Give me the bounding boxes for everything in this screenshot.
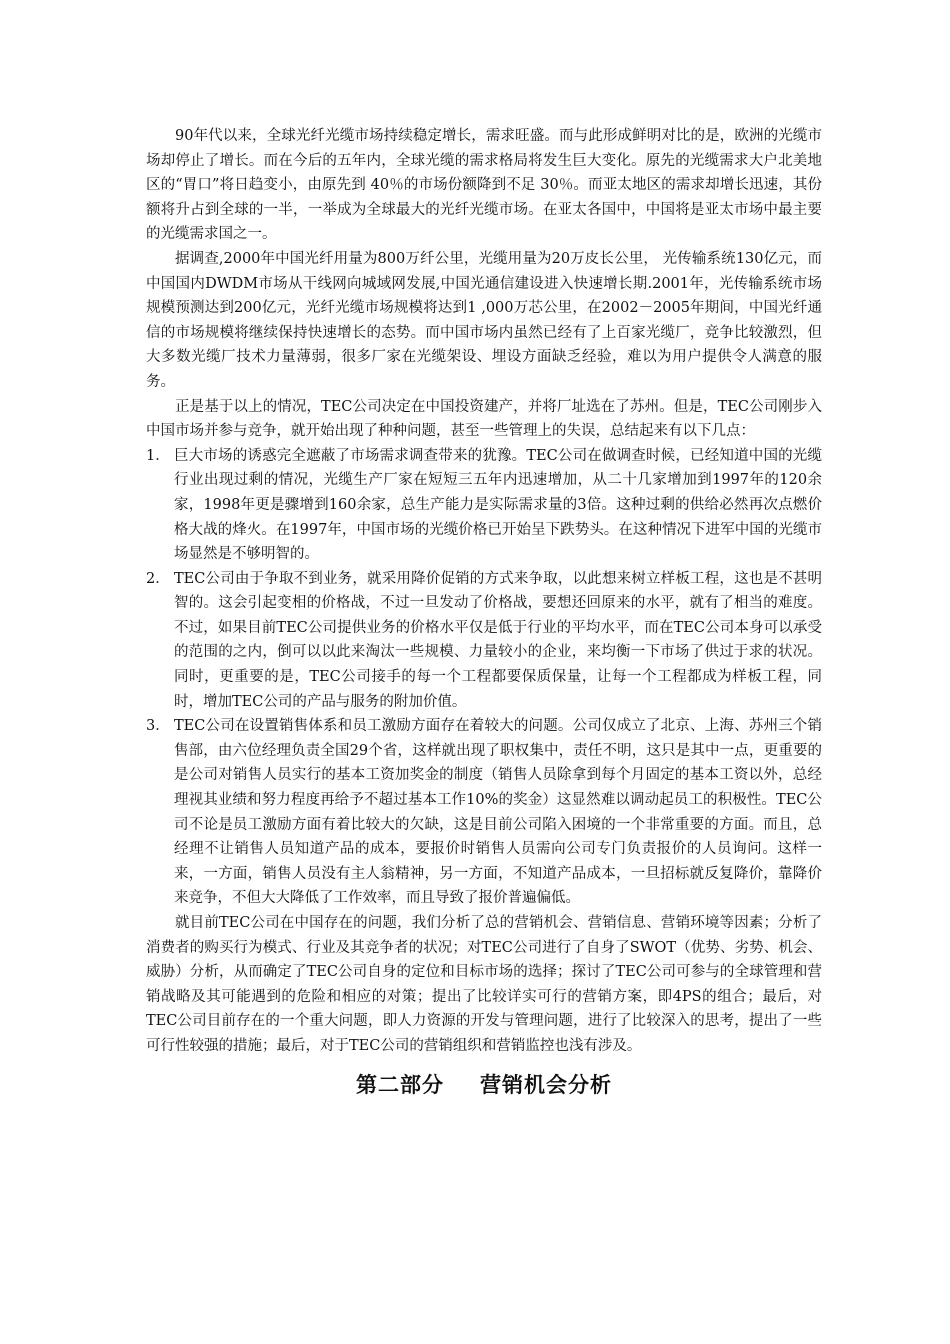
list-item-text: TEC公司在设置销售体系和员工激励方面存在着较大的问题。公司仅成立了北京、上海、苏州三个销售部，由六位经理负责全国29个省，这样就出现了职权集中，责任不明，这只是其中一点，更重要的是公司对销售人员实行的基本工资加奖金的制度（销售人员除拿到每个月固定的基本工资以外，总经理视其业绩和努力程度再给予不超过基本工作10%的奖金）这显然难以调动起员工的积极性。TEC公司不论是员工激励方面有着比较大的欠缺，这是目前公司陷入困境的一个非常重要的方面。而且，总经理不让销售人员知道产品的成本，要报价时销售人员需向公司专门负责报价的人员询问。这样一来，一方面，销售人员没有主人翁精神，另一方面，不知道产品成本，一旦招标就反复降价，靠降价来竞争，不但大大降低了工作效率，而且导致了报价普遍偏低。 — [174, 718, 822, 907]
list-item-number: 1． — [146, 447, 170, 464]
paragraph-china-market: 据调查,2000年中国光纤用量为800万纤公里，光缆用量为20万皮长公里， 光传输系统130亿元，而中国国内DWDM市场从干线网向城域网发展,中国光通信建设进入快速增长期.2001年，光传输系统市场规模预测达到200亿元，光纤光缆市场规模将达到1 ,000万芯公里，在2002－2005年期间，中国光纤通信的市场规模将继续保持快速增长的态势。而中国市场内虽然已经有了上百家光缆厂，竞争比较激烈，但大多数光缆厂技术力量薄弱，很多厂家在光缆架设、埋设方面缺乏经验，难以为用户提供令人满意的服务。 — [146, 250, 822, 390]
paragraph-tec-background: 正是基于以上的情况，TEC公司决定在中国投资建产，并将厂址选在了苏州。但是，TEC公司刚步入中国市场并参与竞争，就开始出现了种种问题，甚至一些管理上的失误，总结起来有以下几点： — [146, 398, 822, 440]
problem-list — [146, 444, 822, 911]
list-item — [146, 444, 822, 567]
list-item — [146, 714, 822, 911]
list-item-text: TEC公司由于争取不到业务，就采用降价促销的方式来争取，以此想来树立样板工程，这也是不甚明智的。这会引起变相的价格战，不过一旦发动了价格战，要想还回原来的水平，就有了相当的难度。不过，如果目前TEC公司提供业务的价格水平仅是低于行业的平均水平，而在TEC公司本身可以承受的范围的之内，倒可以以此来淘汰一些规模、力量较小的企业，来均衡一下市场了供过于求的状况。同时，更重要的是，TEC公司接手的每一个工程都要保质保量，让每一个工程都成为样板工程，同时，增加TEC公司的产品与服务的附加价值。 — [174, 570, 822, 710]
section-title: 营销机会分析 — [480, 1072, 612, 1097]
section-heading — [146, 1067, 822, 1103]
paragraph-market-overview: 90年代以来，全球光纤光缆市场持续稳定增长，需求旺盛。而与此形成鲜明对比的是，欧洲的光缆市场却停止了增长。而在今后的五年内，全球光缆的需求格局将发生巨大变化。原先的光缆需求大户北美地区的“胃口”将日趋变小，由原先到 40％的市场份额降到不足 30％。而亚太地区的需求却增长迅速，其份额将升占到全球的一半，一举成为全球最大的光纤光缆市场。在亚太各国中，中国将是亚太市场中最主要的光缆需求国之一。 — [146, 128, 822, 243]
list-item — [146, 567, 822, 715]
list-item-text: 巨大市场的诱惑完全遮蔽了市场需求调查带来的犹豫。TEC公司在做调查时候，已经知道中国的光缆行业出现过剩的情况，光缆生产厂家在短短三五年内迅速增加，从二十几家增加到1997年的120余家，1998年更是骤增到160余家，总生产能力是实际需求量的3倍。这种过剩的供给必然再次点燃价格大战的烽火。在1997年，中国市场的光缆价格已开始呈下跌势头。在这种情况下进军中国的光缆市场显然是不够明智的。 — [174, 447, 822, 563]
section-part-label: 第二部分 — [356, 1072, 444, 1097]
paragraph-summary: 就目前TEC公司在中国存在的问题，我们分析了总的营销机会、营销信息、营销环境等因素；分析了消费者的购买行为模式、行业及其竞争者的状况；对TEC公司进行了自身了SWOT（优势、劣势、机会、威胁）分析，从而确定了TEC公司自身的定位和目标市场的选择；探讨了TEC公司可参与的全球管理和营销战略及其可能遇到的危险和相应的对策；提出了比较详实可行的营销方案，即4PS的组合；最后，对TEC公司目前存在的一个重大问题，即人力资源的开发与管理问题，进行了比较深入的思考，提出了一些可行性较强的措施；最后，对于TEC公司的营销组织和营销监控也浅有涉及。 — [146, 915, 822, 1054]
document-page — [146, 124, 822, 1103]
list-item-number: 3． — [146, 718, 170, 735]
list-item-number: 2． — [146, 570, 170, 587]
